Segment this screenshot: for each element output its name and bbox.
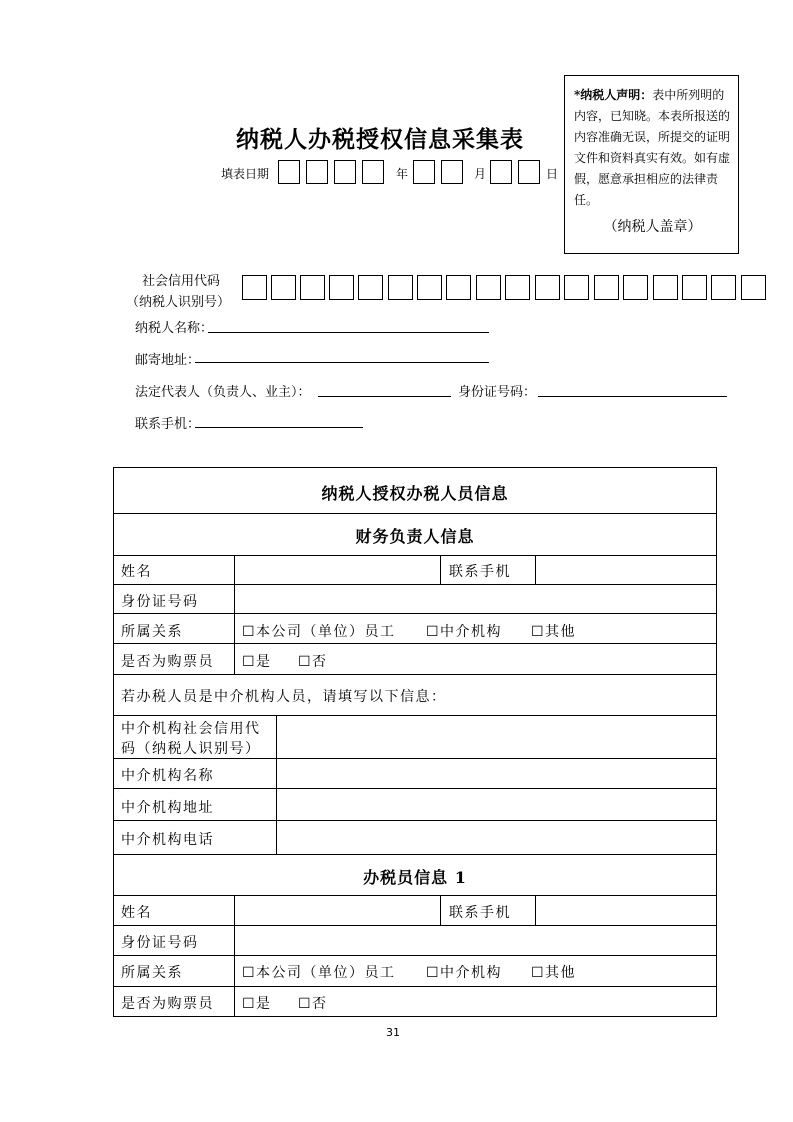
taxpayer-id-label: （纳税人识别号） <box>126 295 231 310</box>
date-year-box-4[interactable] <box>362 160 384 184</box>
credit-code-box[interactable] <box>242 275 267 300</box>
agency-note: 若办税人员是中介机构人员，请填写以下信息： <box>121 689 447 705</box>
agency-credit-code-label-line2: 码（纳税人识别号） <box>121 741 261 757</box>
taxpayer-name-field[interactable] <box>208 332 489 333</box>
credit-code-box[interactable] <box>535 275 560 300</box>
date-day-box-2[interactable] <box>518 160 540 184</box>
day-label: 日 <box>546 167 559 181</box>
finance-relation-employee-checkbox[interactable]: ☐本公司（单位）员工 <box>242 624 396 640</box>
finance-name-label: 姓名 <box>121 564 152 580</box>
officer-relation-agency-checkbox[interactable]: ☐中介机构 <box>426 965 503 981</box>
form-title: 纳税人办税授权信息采集表 <box>236 126 524 153</box>
officer-phone-field[interactable] <box>536 896 716 925</box>
table-main-header: 纳税人授权办税人员信息 <box>321 484 509 503</box>
credit-code-box[interactable] <box>623 275 648 300</box>
agency-address-field[interactable] <box>277 789 716 820</box>
page-number: 31 <box>386 1026 400 1039</box>
legal-rep-field[interactable] <box>318 396 451 397</box>
officer-buyer-no-checkbox[interactable]: ☐否 <box>298 996 328 1012</box>
credit-code-box[interactable] <box>653 275 678 300</box>
date-month-box-1[interactable] <box>413 160 435 184</box>
officer-id-label: 身份证号码 <box>121 935 199 951</box>
legal-rep-label: 法定代表人（负责人、业主）： <box>135 385 311 400</box>
finance-phone-label: 联系手机 <box>449 564 511 580</box>
date-year-box-2[interactable] <box>306 160 328 184</box>
credit-code-box[interactable] <box>564 275 589 300</box>
declaration-text: 表中所列明的内容，已知晓。本表所报送的内容准确无误，所提交的证明文件和资料真实有效。如有虚假，愿意承担相应的法律责任。 <box>574 88 731 207</box>
credit-code-box[interactable] <box>388 275 413 300</box>
officer-id-field[interactable] <box>235 926 716 955</box>
taxpayer-declaration-box <box>564 75 739 254</box>
date-month-box-2[interactable] <box>441 160 463 184</box>
declaration-heading: *纳税人声明： <box>574 88 653 102</box>
credit-code-box[interactable] <box>271 275 296 300</box>
agency-phone-label: 中介机构电话 <box>121 832 214 848</box>
agency-phone-field[interactable] <box>277 821 716 854</box>
finance-relation-other-checkbox[interactable]: ☐其他 <box>531 624 577 640</box>
finance-buyer-label: 是否为购票员 <box>121 654 214 670</box>
officer-buyer-label: 是否为购票员 <box>121 996 214 1012</box>
finance-relation-label: 所属关系 <box>121 624 183 640</box>
taxpayer-name-label: 纳税人名称： <box>135 321 214 336</box>
mailing-address-label: 邮寄地址： <box>135 353 201 368</box>
credit-code-box[interactable] <box>300 275 325 300</box>
agency-name-field[interactable] <box>277 759 716 788</box>
credit-code-box[interactable] <box>358 275 383 300</box>
id-number-label: 身份证号码： <box>458 385 537 400</box>
finance-section-header: 财务负责人信息 <box>355 527 475 546</box>
date-day-box-1[interactable] <box>490 160 512 184</box>
finance-buyer-no-checkbox[interactable]: ☐否 <box>298 654 328 670</box>
credit-code-box[interactable] <box>446 275 471 300</box>
finance-name-field[interactable] <box>235 556 440 584</box>
finance-buyer-yes-checkbox[interactable]: ☐是 <box>242 654 272 670</box>
credit-code-box[interactable] <box>417 275 442 300</box>
mailing-address-field[interactable] <box>195 362 489 363</box>
credit-code-label: 社会信用代码 <box>142 274 221 289</box>
finance-id-field[interactable] <box>235 585 716 613</box>
contact-phone-field[interactable] <box>195 427 363 428</box>
contact-phone-label: 联系手机： <box>135 417 201 432</box>
finance-id-label: 身份证号码 <box>121 594 199 610</box>
fill-date-label: 填表日期 <box>221 167 270 181</box>
taxpayer-seal-label: （纳税人盖章） <box>603 219 702 235</box>
credit-code-box[interactable] <box>476 275 501 300</box>
credit-code-box[interactable] <box>594 275 619 300</box>
agency-address-label: 中介机构地址 <box>121 800 214 816</box>
agency-credit-code-label-line1: 中介机构社会信用代 <box>121 721 261 737</box>
date-year-box-3[interactable] <box>334 160 356 184</box>
officer-relation-employee-checkbox[interactable]: ☐本公司（单位）员工 <box>242 965 396 981</box>
agency-credit-code-field[interactable] <box>277 716 716 757</box>
month-label: 月 <box>474 167 487 181</box>
finance-phone-field[interactable] <box>536 556 716 584</box>
year-label: 年 <box>396 167 409 181</box>
date-year-box-1[interactable] <box>278 160 300 184</box>
authorized-personnel-table <box>113 467 717 1017</box>
officer-relation-other-checkbox[interactable]: ☐其他 <box>531 965 577 981</box>
officer-buyer-yes-checkbox[interactable]: ☐是 <box>242 996 272 1012</box>
credit-code-box[interactable] <box>505 275 530 300</box>
credit-code-box[interactable] <box>741 275 766 300</box>
officer-phone-label: 联系手机 <box>449 905 511 921</box>
credit-code-box[interactable] <box>682 275 707 300</box>
id-number-field[interactable] <box>538 396 727 397</box>
agency-name-label: 中介机构名称 <box>121 768 214 784</box>
officer-name-label: 姓名 <box>121 905 152 921</box>
officer-section-header: 办税员信息 1 <box>363 868 467 887</box>
officer-relation-label: 所属关系 <box>121 965 183 981</box>
officer-name-field[interactable] <box>235 896 440 925</box>
credit-code-box[interactable] <box>329 275 354 300</box>
credit-code-box[interactable] <box>711 275 736 300</box>
finance-relation-agency-checkbox[interactable]: ☐中介机构 <box>426 624 503 640</box>
